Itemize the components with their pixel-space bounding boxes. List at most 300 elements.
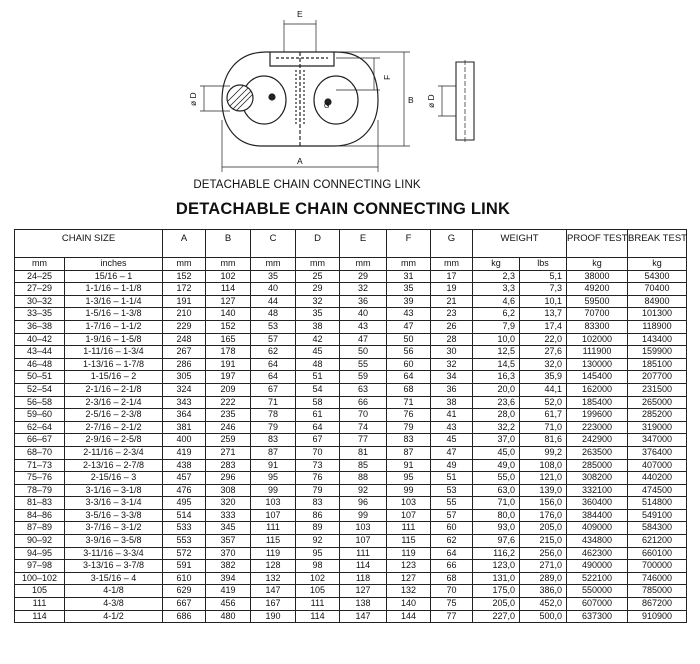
table-cell: 533 <box>163 522 206 535</box>
header-chain-size: CHAIN SIZE <box>15 230 163 258</box>
table-cell: 66 <box>340 396 387 409</box>
table-cell: 785000 <box>628 585 687 598</box>
table-cell: 64 <box>431 547 473 560</box>
right-opening <box>314 76 358 124</box>
table-cell: 56 <box>387 346 431 359</box>
header-b: B <box>206 230 251 258</box>
table-cell: 256,0 <box>520 547 567 560</box>
table-row <box>15 547 687 560</box>
unit-cell: mm <box>206 258 251 271</box>
table-cell: 55,0 <box>473 472 520 485</box>
table-cell: 5,1 <box>520 270 567 283</box>
table-cell: 67 <box>296 434 340 447</box>
table-cell: 320 <box>206 497 251 510</box>
table-cell: 271,0 <box>520 560 567 573</box>
table-cell: 79 <box>296 484 340 497</box>
table-cell: 107 <box>340 535 387 548</box>
table-cell: 480 <box>206 610 251 623</box>
table-cell: 71–73 <box>15 459 65 472</box>
table-cell: 1-11/16 – 1-3/4 <box>65 346 163 359</box>
table-cell: 1-5/16 – 1-3/8 <box>65 308 163 321</box>
table-row <box>15 270 687 283</box>
table-cell: 60 <box>431 522 473 535</box>
table-cell: 419 <box>163 446 206 459</box>
table-cell: 79 <box>387 421 431 434</box>
dim-label-d: ø D <box>188 92 198 106</box>
table-cell: 44 <box>251 295 296 308</box>
table-cell: 66 <box>431 560 473 573</box>
table-cell: 205,0 <box>520 522 567 535</box>
table-cell: 305 <box>163 371 206 384</box>
table-cell: 271 <box>206 446 251 459</box>
table-cell: 178 <box>206 346 251 359</box>
table-cell: 73 <box>296 459 340 472</box>
connecting-link-drawing <box>188 6 495 178</box>
dim-label-b: B <box>408 95 414 105</box>
table-cell: 101300 <box>628 308 687 321</box>
table-cell: 407000 <box>628 459 687 472</box>
table-cell: 495 <box>163 497 206 510</box>
table-cell: 629 <box>163 585 206 598</box>
table-cell: 199600 <box>567 409 628 422</box>
unit-cell: mm <box>15 258 65 271</box>
table-cell: 36 <box>340 295 387 308</box>
table-cell: 70 <box>296 446 340 459</box>
table-cell: 132 <box>387 585 431 598</box>
table-cell: 50 <box>340 346 387 359</box>
table-cell: 70400 <box>628 283 687 296</box>
table-cell: 31 <box>387 270 431 283</box>
unit-cell: mm <box>431 258 473 271</box>
unit-cell: kg <box>628 258 687 271</box>
table-cell: 345 <box>206 522 251 535</box>
table-cell: 96 <box>340 497 387 510</box>
table-cell: 190 <box>251 610 296 623</box>
table-cell: 105 <box>15 585 65 598</box>
table-cell: 296 <box>206 472 251 485</box>
table-cell: 111 <box>340 547 387 560</box>
table-cell: 63 <box>340 383 387 396</box>
table-cell: 80,0 <box>473 509 520 522</box>
table-cell: 76 <box>387 409 431 422</box>
table-cell: 70 <box>431 585 473 598</box>
table-cell: 2-3/16 – 2-1/4 <box>65 396 163 409</box>
dim-label-f: F <box>382 74 392 80</box>
table-cell: 36–38 <box>15 320 65 333</box>
table-row <box>15 610 687 623</box>
table-cell: 2-7/16 – 2-1/2 <box>65 421 163 434</box>
table-cell: 46–48 <box>15 358 65 371</box>
table-cell: 1-3/16 – 1-1/4 <box>65 295 163 308</box>
table-cell: 38 <box>431 396 473 409</box>
table-cell: 263500 <box>567 446 628 459</box>
table-cell: 394 <box>206 572 251 585</box>
table-cell: 111900 <box>567 346 628 359</box>
unit-cell: mm <box>296 258 340 271</box>
table-cell: 95 <box>296 547 340 560</box>
table-cell: 79 <box>251 421 296 434</box>
table-cell: 66–67 <box>15 434 65 447</box>
table-cell: 343 <box>163 396 206 409</box>
table-cell: 70 <box>340 409 387 422</box>
table-cell: 95 <box>387 472 431 485</box>
table-row <box>15 472 687 485</box>
table-cell: 229 <box>163 320 206 333</box>
table-cell: 83300 <box>567 320 628 333</box>
table-cell: 62 <box>431 535 473 548</box>
header-g: G <box>431 230 473 258</box>
table-cell: 409000 <box>567 522 628 535</box>
table-cell: 514800 <box>628 497 687 510</box>
table-cell: 62 <box>251 346 296 359</box>
table-cell: 33–35 <box>15 308 65 321</box>
header-weight: WEIGHT <box>473 230 567 258</box>
table-cell: 32 <box>296 295 340 308</box>
table-cell: 94–95 <box>15 547 65 560</box>
table-cell: 1-1/16 – 1-1/8 <box>65 283 163 296</box>
table-cell: 231500 <box>628 383 687 396</box>
table-cell: 400 <box>163 434 206 447</box>
table-cell: 78 <box>251 409 296 422</box>
table-cell: 607000 <box>567 598 628 611</box>
table-cell: 223000 <box>567 421 628 434</box>
table-cell: 123,0 <box>473 560 520 573</box>
table-cell: 64 <box>296 421 340 434</box>
table-cell: 660100 <box>628 547 687 560</box>
table-cell: 53 <box>431 484 473 497</box>
table-cell: 139,0 <box>520 484 567 497</box>
table-cell: 81 <box>340 446 387 459</box>
table-cell: 111 <box>296 598 340 611</box>
table-cell: 57 <box>431 509 473 522</box>
table-cell: 58 <box>296 396 340 409</box>
unit-cell: kg <box>567 258 628 271</box>
table-row <box>15 396 687 409</box>
table-cell: 93,0 <box>473 522 520 535</box>
table-cell: 7,3 <box>520 283 567 296</box>
table-cell: 55 <box>340 358 387 371</box>
specification-table <box>14 229 687 623</box>
table-cell: 3-5/16 – 3-3/8 <box>65 509 163 522</box>
table-cell: 116,2 <box>473 547 520 560</box>
table-cell: 115 <box>387 535 431 548</box>
table-cell: 127 <box>387 572 431 585</box>
table-cell: 49,0 <box>473 459 520 472</box>
table-cell: 89 <box>296 522 340 535</box>
table-cell: 107 <box>251 509 296 522</box>
table-cell: 114 <box>15 610 65 623</box>
table-cell: 97,6 <box>473 535 520 548</box>
table-cell: 333 <box>206 509 251 522</box>
table-cell: 12,5 <box>473 346 520 359</box>
table-cell: 700000 <box>628 560 687 573</box>
table-cell: 140 <box>206 308 251 321</box>
table-cell: 746000 <box>628 572 687 585</box>
table-cell: 40–42 <box>15 333 65 346</box>
table-cell: 452,0 <box>520 598 567 611</box>
table-cell: 59–60 <box>15 409 65 422</box>
table-cell: 118900 <box>628 320 687 333</box>
table-cell: 419 <box>206 585 251 598</box>
table-cell: 265000 <box>628 396 687 409</box>
table-cell: 55 <box>431 497 473 510</box>
table-cell: 867200 <box>628 598 687 611</box>
table-cell: 21 <box>431 295 473 308</box>
table-cell: 34 <box>431 371 473 384</box>
table-cell: 140 <box>387 598 431 611</box>
table-cell: 147 <box>340 610 387 623</box>
table-cell: 47 <box>387 320 431 333</box>
table-cell: 23,6 <box>473 396 520 409</box>
table-cell: 17 <box>431 270 473 283</box>
table-cell: 75 <box>431 598 473 611</box>
table-cell: 686 <box>163 610 206 623</box>
table-row <box>15 598 687 611</box>
table-row <box>15 585 687 598</box>
table-row <box>15 484 687 497</box>
table-cell: 147 <box>251 585 296 598</box>
table-row <box>15 283 687 296</box>
table-cell: 610 <box>163 572 206 585</box>
table-cell: 71,0 <box>473 497 520 510</box>
table-cell: 114 <box>296 610 340 623</box>
table-cell: 88 <box>340 472 387 485</box>
drawing-caption: DETACHABLE CHAIN CONNECTING LINK <box>193 179 421 191</box>
table-cell: 71 <box>387 396 431 409</box>
header-break-test: BREAK TEST <box>628 230 687 258</box>
table-cell: 185400 <box>567 396 628 409</box>
table-cell: 56–58 <box>15 396 65 409</box>
table-cell: 100–102 <box>15 572 65 585</box>
table-cell: 3-3/16 – 3-1/4 <box>65 497 163 510</box>
table-cell: 553 <box>163 535 206 548</box>
table-cell: 36 <box>431 383 473 396</box>
table-cell: 440200 <box>628 472 687 485</box>
table-cell: 91 <box>387 459 431 472</box>
table-cell: 17,4 <box>520 320 567 333</box>
table-cell: 490000 <box>567 560 628 573</box>
header-proof-test: PROOF TEST <box>567 230 628 258</box>
header-a: A <box>163 230 206 258</box>
table-cell: 162000 <box>567 383 628 396</box>
table-cell: 386,0 <box>520 585 567 598</box>
table-cell: 28,0 <box>473 409 520 422</box>
table-cell: 74 <box>340 421 387 434</box>
table-row <box>15 522 687 535</box>
table-cell: 37,0 <box>473 434 520 447</box>
table-cell: 83 <box>251 434 296 447</box>
table-cell: 185100 <box>628 358 687 371</box>
table-cell: 283 <box>206 459 251 472</box>
unit-cell: kg <box>473 258 520 271</box>
table-cell: 32,0 <box>520 358 567 371</box>
table-cell: 13,7 <box>520 308 567 321</box>
table-cell: 64 <box>387 371 431 384</box>
table-cell: 61,7 <box>520 409 567 422</box>
table-cell: 103 <box>251 497 296 510</box>
table-cell: 289,0 <box>520 572 567 585</box>
table-cell: 78–79 <box>15 484 65 497</box>
table-cell: 51 <box>431 472 473 485</box>
table-cell: 159900 <box>628 346 687 359</box>
table-cell: 121,0 <box>520 472 567 485</box>
unit-cell: lbs <box>520 258 567 271</box>
table-cell: 324 <box>163 383 206 396</box>
page-title: DETACHABLE CHAIN CONNECTING LINK <box>175 200 511 218</box>
table-cell: 105 <box>296 585 340 598</box>
table-cell: 246 <box>206 421 251 434</box>
dim-label-side-d: ø D <box>426 94 436 108</box>
table-cell: 102 <box>296 572 340 585</box>
table-row <box>15 295 687 308</box>
table-cell: 32 <box>340 283 387 296</box>
header-row <box>15 230 687 258</box>
table-cell: 572 <box>163 547 206 560</box>
table-cell: 30–32 <box>15 295 65 308</box>
table-cell: 68 <box>387 383 431 396</box>
table-cell: 2-5/16 – 2-3/8 <box>65 409 163 422</box>
unit-cell: mm <box>163 258 206 271</box>
table-cell: 54300 <box>628 270 687 283</box>
table-cell: 81,6 <box>520 434 567 447</box>
table-cell: 64 <box>251 358 296 371</box>
table-cell: 45,0 <box>473 446 520 459</box>
table-cell: 191 <box>163 295 206 308</box>
table-cell: 222 <box>206 396 251 409</box>
table-cell: 637300 <box>567 610 628 623</box>
table-cell: 51 <box>296 371 340 384</box>
units-row <box>15 258 687 271</box>
table-row <box>15 509 687 522</box>
table-cell: 68 <box>431 572 473 585</box>
table-row <box>15 320 687 333</box>
table-cell: 4,6 <box>473 295 520 308</box>
table-cell: 207700 <box>628 371 687 384</box>
unit-cell: mm <box>387 258 431 271</box>
table-cell: 71 <box>251 396 296 409</box>
table-cell: 205,0 <box>473 598 520 611</box>
table-cell: 127 <box>206 295 251 308</box>
table-cell: 77 <box>431 610 473 623</box>
table-cell: 476 <box>163 484 206 497</box>
table-cell: 86 <box>296 509 340 522</box>
table-cell: 99 <box>387 484 431 497</box>
table-cell: 35 <box>296 308 340 321</box>
table-cell: 62–64 <box>15 421 65 434</box>
table-cell: 167 <box>251 598 296 611</box>
table-row <box>15 308 687 321</box>
table-cell: 77 <box>340 434 387 447</box>
table-row <box>15 333 687 346</box>
table-cell: 75–76 <box>15 472 65 485</box>
table-row <box>15 572 687 585</box>
table-cell: 259 <box>206 434 251 447</box>
table-cell: 370 <box>206 547 251 560</box>
table-cell: 130000 <box>567 358 628 371</box>
table-cell: 119 <box>251 547 296 560</box>
table-row <box>15 560 687 573</box>
table-cell: 285000 <box>567 459 628 472</box>
table-cell: 29 <box>340 270 387 283</box>
table-cell: 39 <box>387 295 431 308</box>
table-cell: 35 <box>251 270 296 283</box>
table-cell: 43 <box>340 320 387 333</box>
table-cell: 92 <box>340 484 387 497</box>
table-cell: 191 <box>206 358 251 371</box>
table-cell: 26 <box>431 320 473 333</box>
table-cell: 3-13/16 – 3-7/8 <box>65 560 163 573</box>
table-cell: 156,0 <box>520 497 567 510</box>
table-cell: 87 <box>251 446 296 459</box>
table-cell: 43 <box>431 421 473 434</box>
table-cell: 522100 <box>567 572 628 585</box>
table-cell: 10,1 <box>520 295 567 308</box>
table-row <box>15 535 687 548</box>
table-cell: 95 <box>251 472 296 485</box>
table-cell: 45 <box>431 434 473 447</box>
table-cell: 52,0 <box>520 396 567 409</box>
dim-label-a: A <box>297 156 303 166</box>
table-cell: 165 <box>206 333 251 346</box>
table-cell: 103 <box>387 497 431 510</box>
table-row <box>15 371 687 384</box>
table-cell: 242900 <box>567 434 628 447</box>
table-cell: 7,9 <box>473 320 520 333</box>
header-f: F <box>387 230 431 258</box>
table-cell: 308200 <box>567 472 628 485</box>
table-cell: 267 <box>163 346 206 359</box>
table-cell: 102 <box>206 270 251 283</box>
table-cell: 32,2 <box>473 421 520 434</box>
table-cell: 43 <box>387 308 431 321</box>
table-cell: 50–51 <box>15 371 65 384</box>
table-row <box>15 358 687 371</box>
table-cell: 621200 <box>628 535 687 548</box>
table-cell: 49200 <box>567 283 628 296</box>
table-cell: 59500 <box>567 295 628 308</box>
table-cell: 128 <box>251 560 296 573</box>
table-cell: 98 <box>296 560 340 573</box>
table-cell: 176,0 <box>520 509 567 522</box>
table-cell: 41 <box>431 409 473 422</box>
table-cell: 197 <box>206 371 251 384</box>
table-cell: 347000 <box>628 434 687 447</box>
table-cell: 382 <box>206 560 251 573</box>
table-cell: 84900 <box>628 295 687 308</box>
table-cell: 2-13/16 – 2-7/8 <box>65 459 163 472</box>
table-cell: 22,0 <box>520 333 567 346</box>
table-cell: 35 <box>387 283 431 296</box>
table-cell: 103 <box>340 522 387 535</box>
table-cell: 910900 <box>628 610 687 623</box>
table-cell: 381 <box>163 421 206 434</box>
table-cell: 3-1/16 – 3-1/8 <box>65 484 163 497</box>
header-e: E <box>340 230 387 258</box>
table-cell: 107 <box>387 509 431 522</box>
table-cell: 457 <box>163 472 206 485</box>
table-cell: 3-11/16 – 3-3/4 <box>65 547 163 560</box>
unit-cell: mm <box>340 258 387 271</box>
table-cell: 131,0 <box>473 572 520 585</box>
table-cell: 364 <box>163 409 206 422</box>
table-cell: 32 <box>431 358 473 371</box>
table-cell: 48 <box>251 308 296 321</box>
table-cell: 667 <box>163 598 206 611</box>
table-cell: 3-15/16 – 4 <box>65 572 163 585</box>
table-cell: 332100 <box>567 484 628 497</box>
table-cell: 500,0 <box>520 610 567 623</box>
table-cell: 308 <box>206 484 251 497</box>
